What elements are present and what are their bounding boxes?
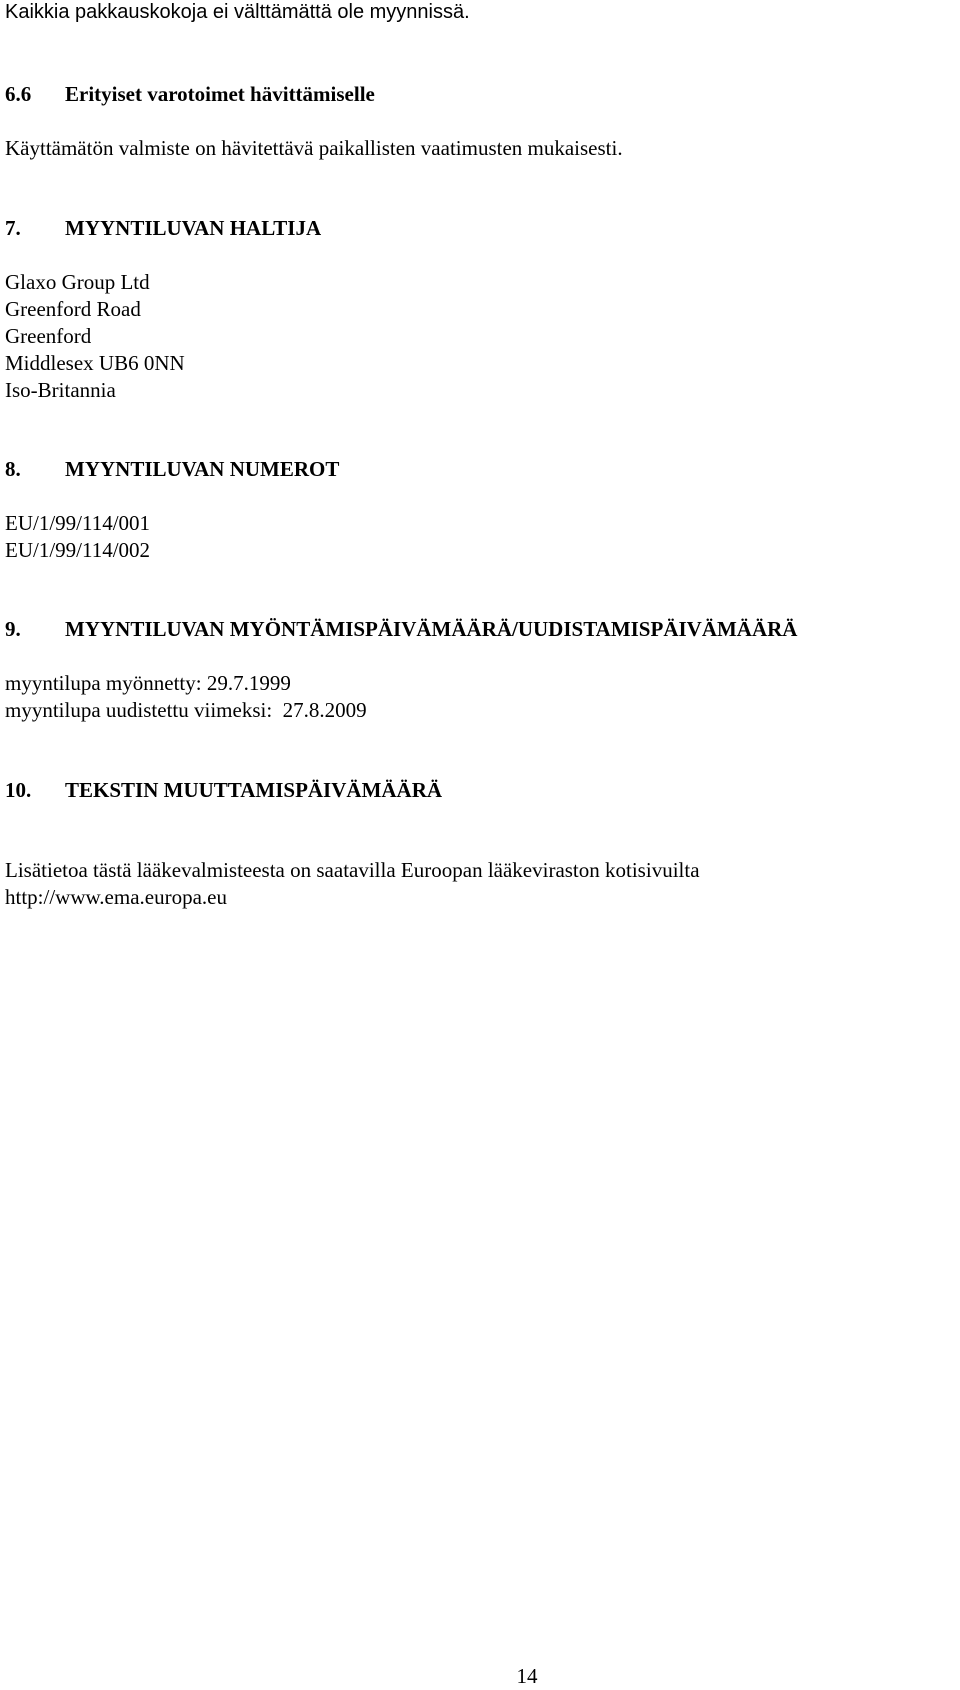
section-number: 10. [5,778,32,802]
section-6-6-heading [5,82,375,106]
section-number: 9. [5,617,21,641]
section-6-6-body: Käyttämätön valmiste on hävitettävä paikallisten vaatimusten mukaisesti. [5,136,623,160]
section-title: MYYNTILUVAN MYÖNTÄMISPÄIVÄMÄÄRÄ/UUDISTAMISPÄIVÄMÄÄRÄ [65,617,798,641]
address-line: Iso-Britannia [5,378,116,402]
pack-size-note: Kaikkia pakkauskokoja ei välttämättä ole myynnissä. [5,1,470,23]
section-10-heading [5,778,442,802]
renewal-date: myyntilupa uudistettu viimeksi: 27.8.2009 [5,698,367,722]
section-title: Erityiset varotoimet hävittämiselle [65,82,375,106]
address-line: Middlesex UB6 0NN [5,351,185,375]
section-9-heading [5,617,797,641]
address-line: Greenford Road [5,297,141,321]
section-number: 8. [5,457,21,481]
page-number-text: 14 [516,1664,538,1688]
section-title: TEKSTIN MUUTTAMISPÄIVÄMÄÄRÄ [65,778,443,802]
address-line: Glaxo Group Ltd [5,270,150,294]
section-7-heading [5,216,321,240]
page-number [0,1664,960,1688]
authorisation-number: EU/1/99/114/002 [5,538,151,562]
section-title: MYYNTILUVAN HALTIJA [65,216,322,240]
info-text: Lisätietoa tästä lääkevalmisteesta on saatavilla Euroopan lääkeviraston kotisivuilta [5,858,700,882]
authorisation-number: EU/1/99/114/001 [5,511,151,535]
address-line: Greenford [5,324,92,348]
section-8-heading [5,457,339,481]
authorisation-date: myyntilupa myönnetty: 29.7.1999 [5,671,291,695]
section-number: 7. [5,216,21,240]
section-number: 6.6 [5,82,32,106]
section-title: MYYNTILUVAN NUMEROT [65,457,340,481]
ema-website-link[interactable]: http://www.ema.europa.eu [5,885,227,909]
